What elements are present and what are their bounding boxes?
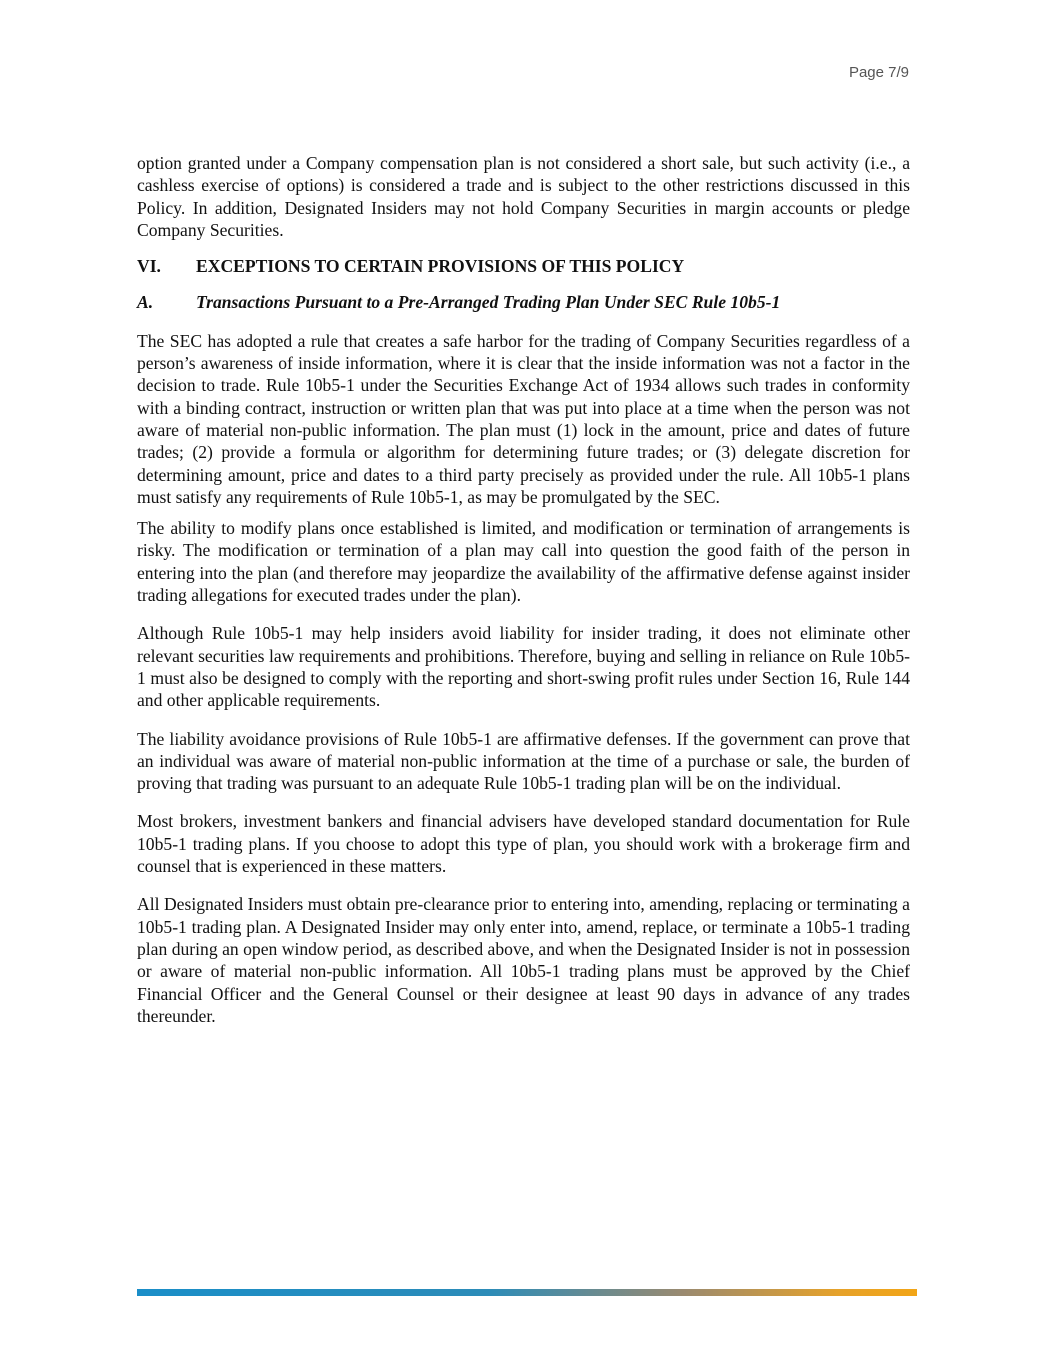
subsection-number: A. <box>137 292 154 313</box>
paragraph-brokers: Most brokers, investment bankers and financial advisers have developed standard documentation for Rule 10b5-1 trading plans. If you choose to adopt this type of plan, you should work with a brokerage firm and counsel that is experienced in these matters. <box>137 811 910 877</box>
paragraph-pre-clearance: All Designated Insiders must obtain pre-clearance prior to entering into, amending, replacing or terminating a 10b5-1 trading plan. A Designated Insider may only enter into, amend, replace, or terminate a 10b5-1 trading plan during an open window period, as described above, and when the Designated Insider is not in possession or aware of material non-public information. All 10b5-1 trading plans must be approved by the Chief Financial Officer and the General Counsel or their designee at least 90 days in advance of any trades thereunder. <box>137 894 910 1026</box>
subsection-heading <box>137 291 910 313</box>
document-body <box>137 152 910 1027</box>
intro-paragraph: option granted under a Company compensation plan is not considered a short sale, but such activity (i.e., a cashless exercise of options) is considered a trade and is subject to the other restrictions discussed in this Policy. In addition, Designated Insiders may not hold Company Securities in margin accounts or pledge Company Securities. <box>137 153 910 240</box>
paragraph-other-requirements: Although Rule 10b5-1 may help insiders avoid liability for insider trading, it does not eliminate other relevant securities law requirements and prohibitions. Therefore, buying and selling in reliance on Rule 10b5-1 must also be designed to comply with the reporting and short-swing profit rules under Section 16, Rule 144 and other applicable requirements. <box>137 623 910 711</box>
footer-gradient-bar <box>137 1289 917 1296</box>
section-heading <box>137 255 910 277</box>
subsection-title: Transactions Pursuant to a Pre-Arranged Trading Plan Under SEC Rule 10b5-1 <box>196 292 781 313</box>
paragraph-affirmative-defenses: The liability avoidance provisions of Rule 10b5-1 are affirmative defenses. If the government can prove that an individual was aware of material non-public information at the time of a purchase or sale, the burden of proving that trading was pursuant to an adequate Rule 10b5-1 trading plan will be on the individual. <box>137 728 910 794</box>
paragraph-modification: The ability to modify plans once established is limited, and modification or termination of arrangements is risky. The modification or termination of a plan may call into question the good faith of the person in entering into the plan (and therefore may jeopardize the availability of the affirmative defense against insider trading allegations for executed trades under the plan). <box>137 518 910 606</box>
section-title: EXCEPTIONS TO CERTAIN PROVISIONS OF THIS POLICY <box>196 256 685 277</box>
page-number: Page 7/9 <box>848 64 909 81</box>
section-number: VI. <box>137 256 161 277</box>
paragraph-safe-harbor: The SEC has adopted a rule that creates a safe harbor for the trading of Company Securities regardless of a person’s awareness of inside information, where it is clear that the inside information was not a factor in the decision to trade. Rule 10b5-1 under the Securities Exchange Act of 1934 allows such trades in conformity with a binding contract, instruction or written plan that was put into place at a time when the person was not aware of material non-public information. The plan must (1) lock in the amount, price and dates of future trades; (2) provide a formula or algorithm for determining future trades; or (3) delegate discretion for determining amount, price and dates to a third party precisely as provided under the rule. All 10b5-1 plans must satisfy any requirements of Rule 10b5-1, as may be promulgated by the SEC. <box>137 330 910 507</box>
